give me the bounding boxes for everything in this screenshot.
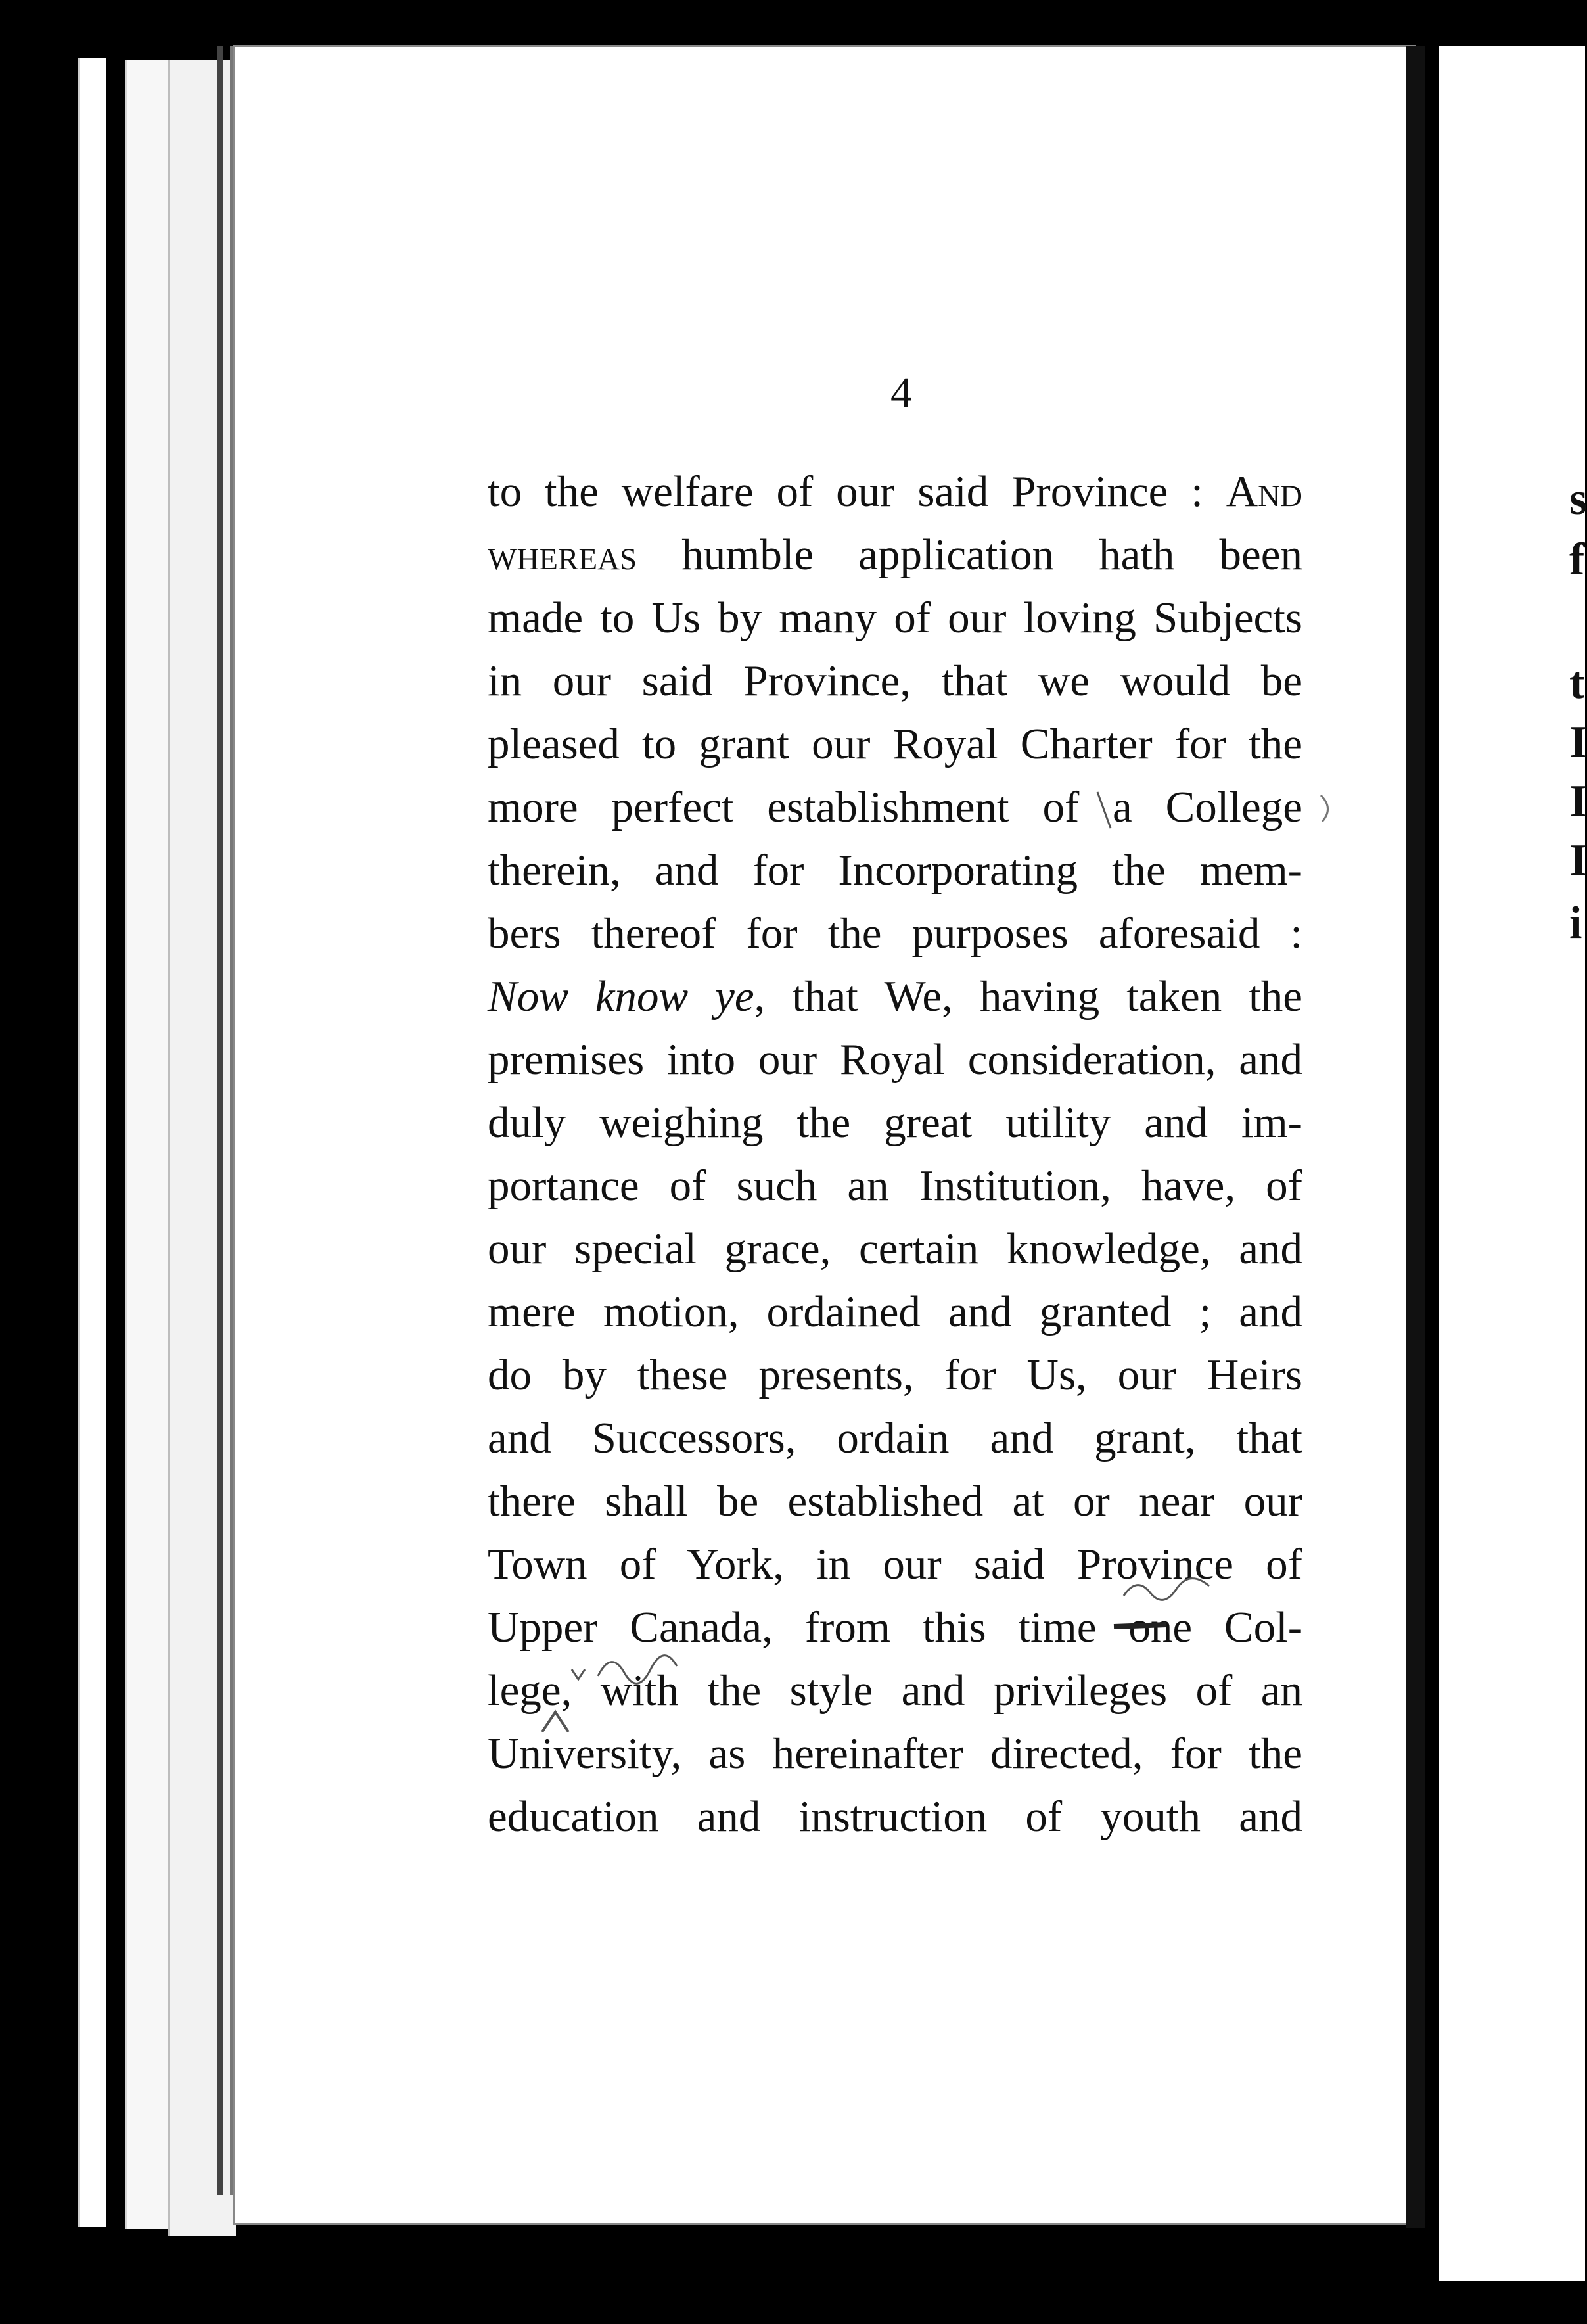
text-line xyxy=(488,776,1302,839)
text-segment: And xyxy=(1226,467,1302,516)
text-line xyxy=(488,1722,1302,1785)
text-line xyxy=(488,1470,1302,1533)
text-segment: therein, and for Incorporating the mem- xyxy=(488,846,1302,895)
facing-page-letter: f xyxy=(1569,534,1585,585)
facing-page-strip xyxy=(1439,46,1585,2281)
text-segment: portance of such an Institution, have, of xyxy=(488,1161,1302,1210)
text-segment: pleased to grant our Royal Charter for the xyxy=(488,720,1302,768)
facing-page-letter: i xyxy=(1569,898,1582,948)
text-line xyxy=(488,1343,1302,1406)
page-edge-inner xyxy=(168,60,236,2236)
gutter-shadow xyxy=(1406,46,1425,2228)
facing-page-letter: I xyxy=(1569,717,1587,768)
text-segment: made to Us by many of our loving Subjects xyxy=(488,593,1302,642)
text-segment: premises into our Royal consideration, and xyxy=(488,1035,1302,1084)
text-segment: mere motion, ordained and granted ; and xyxy=(488,1288,1302,1336)
body-text xyxy=(488,460,1302,1848)
text-segment: in our said Province, that we would be xyxy=(488,657,1302,705)
text-line xyxy=(488,1028,1302,1091)
text-segment: education and instruction of youth and xyxy=(488,1792,1302,1841)
text-segment: Upper Canada, from this time one Col- xyxy=(488,1603,1302,1652)
facing-page-letter: I xyxy=(1569,835,1587,886)
handwritten-insertion-icon xyxy=(565,1643,697,1689)
text-segment: humble application hath been xyxy=(637,530,1302,579)
text-line xyxy=(488,712,1302,776)
text-segment: Now know ye xyxy=(488,972,754,1021)
text-segment: there shall be established at or near our xyxy=(488,1477,1302,1525)
text-segment: do by these presents, for Us, our Heirs xyxy=(488,1351,1302,1399)
caret-mark-icon xyxy=(1091,789,1130,835)
text-segment: duly weighing the great utility and im- xyxy=(488,1098,1302,1147)
text-segment: our special grace, certain knowledge, and xyxy=(488,1224,1302,1273)
text-segment: University, as hereinafter directed, for the xyxy=(488,1729,1302,1778)
handwritten-annotation-icon xyxy=(1117,1569,1222,1609)
page-edge-shadow-thin xyxy=(230,46,233,2195)
text-segment: Town of York, in our said Province of xyxy=(488,1540,1302,1589)
text-line xyxy=(488,1217,1302,1280)
text-line xyxy=(488,460,1302,523)
text-segment: bers thereof for the purposes aforesaid : xyxy=(488,909,1302,958)
text-line xyxy=(488,839,1302,902)
text-line xyxy=(488,1406,1302,1470)
text-line xyxy=(488,649,1302,712)
text-segment: to the welfare of our said Province : xyxy=(488,467,1226,516)
text-line xyxy=(488,1091,1302,1154)
page-edge-shadow xyxy=(217,46,223,2195)
text-line xyxy=(488,965,1302,1028)
text-line xyxy=(488,523,1302,586)
text-line xyxy=(488,1785,1302,1848)
page-number: 4 xyxy=(890,369,912,417)
text-segment: and Successors, ordain and grant, that xyxy=(488,1414,1302,1462)
facing-page-letter: s xyxy=(1569,474,1587,524)
text-line xyxy=(488,1154,1302,1217)
text-line xyxy=(488,902,1302,965)
caret-mark-icon xyxy=(539,1709,572,1735)
text-line xyxy=(488,586,1302,649)
text-segment: lege, with the style and privileges of an xyxy=(488,1666,1302,1715)
text-segment: more perfect establishment of a College xyxy=(488,783,1302,831)
facing-page-letter: I xyxy=(1569,776,1587,827)
margin-mark-icon xyxy=(1314,789,1341,828)
facing-page-letter: t xyxy=(1569,658,1585,709)
text-line xyxy=(488,1280,1302,1343)
text-segment: , that We, having taken the xyxy=(754,972,1302,1021)
text-segment: whereas xyxy=(488,530,637,579)
page-edge-outer xyxy=(78,58,106,2227)
strikethrough-mark-icon xyxy=(1111,1617,1170,1637)
